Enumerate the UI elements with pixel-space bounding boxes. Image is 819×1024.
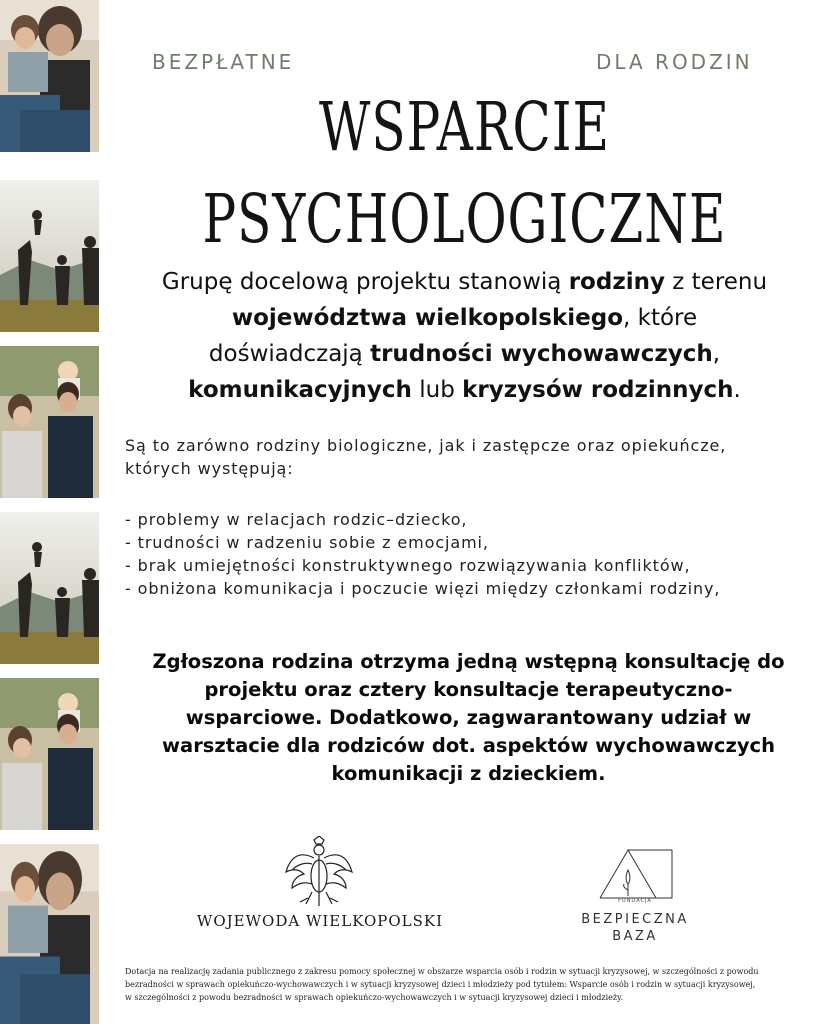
- list-item: - problemy w relacjach rodzic–dziecko,: [125, 510, 468, 529]
- page-title-line1: WSPARCIE: [319, 88, 610, 167]
- offer-highlight: Zgłoszona rodzina otrzyma jedną wstępną konsultację do projektu oraz cztery konsultacje terapeutyczno- wsparciowe. Dodatkowo, zagwarantowany udział w warsztacie dla rodziców dot. aspektów wychowawczych komunikacji z dzieckiem.: [152, 650, 785, 785]
- foundation-label: FUNDACJA: [618, 898, 652, 904]
- photo-family-outdoor-2: [0, 678, 99, 830]
- list-item: - trudności w radzeniu sobie z emocjami,: [125, 533, 489, 552]
- tag-for-families: DLA RODZIN: [596, 50, 753, 74]
- eagle-emblem-icon: [284, 836, 354, 908]
- description-paragraph: Są to zarówno rodziny biologiczne, jak i zastępcze oraz opiekuńcze, których występują:: [125, 436, 727, 478]
- photo-family-hug-1: [0, 0, 99, 152]
- voivode-logo-text: WOJEWODA WIELKOPOLSKI: [196, 912, 444, 930]
- funding-footer: Dotacja na realizację zadania publicznego z zakresu pomocy społecznej w obszarze wsparcia osób i rodzin w sytuacji kryzysowej, w szczególności z powodu bezradności w sprawach opiekuńczo-wychowawczych i w sytuacji kryzysowej dzieci i młodzieży pod tytułem: Wsparcie osób i rodzin w sytuacji kryzysowej, w szczególności z powodu bezradności w sprawach opiekuńczo-wychowawczych i w sytuacji kryzysowej dzieci i młodzieży.: [125, 967, 759, 1002]
- page-title-line2: PSYCHOLOGICZNE: [202, 180, 727, 259]
- list-item: - brak umiejętności konstruktywnego rozwiązywania konfliktów,: [125, 556, 691, 575]
- photo-silhouette-family-2: [0, 512, 99, 664]
- photo-family-outdoor-1: [0, 346, 99, 498]
- list-item: - obniżona komunikacja i poczucie więzi między członkami rodziny,: [125, 579, 721, 598]
- intro-text: Grupę docelową projektu stanowią rodziny z terenu województwa wielkopolskiego, które doświadczają trudności wychowawczych, komunikacyjnych lub kryzysów rodzinnych.: [161, 269, 768, 403]
- photo-silhouette-family-1: [0, 180, 99, 332]
- photo-family-hug-2: [0, 844, 99, 1024]
- house-logo-icon: [598, 848, 674, 900]
- problem-list: [125, 508, 815, 600]
- tag-free: BEZPŁATNE: [152, 50, 295, 74]
- foundation-name: BEZPIECZNA BAZA: [581, 912, 689, 944]
